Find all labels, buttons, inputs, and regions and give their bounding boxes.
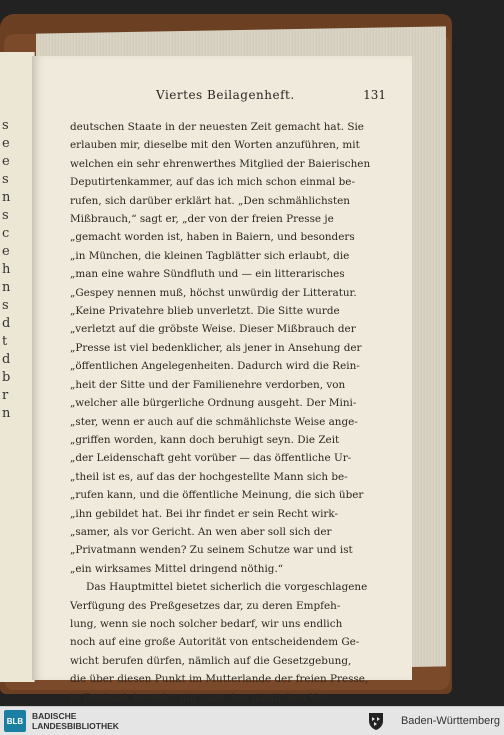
left-page-fragment: s — [2, 208, 9, 223]
left-page-fragment: t — [2, 334, 8, 349]
text-line: „Keine Privatehre blieb unverletzt. Die Sitte wurde — [70, 305, 340, 318]
text-line: Verfügung des Preßgesetzes dar, zu deren Empfeh- — [70, 599, 341, 612]
left-page-fragment: e — [2, 136, 10, 151]
library-name-line1: BADISCHE — [32, 711, 77, 721]
text-line: die über diesen Punkt im Mutterlande der freien Presse, — [70, 673, 369, 686]
left-page-fragment: s — [2, 172, 9, 187]
text-line: „ster, wenn er auch auf die schmählichste Weise ange- — [70, 415, 358, 428]
text-line: „griffen worden, kann doch beruhigt seyn. Die Zeit — [70, 433, 340, 446]
page-header — [64, 88, 394, 108]
text-line: „samer, als vor Gericht. An wen aber soll sich der — [70, 525, 332, 538]
left-page-fragment: n — [2, 190, 11, 205]
text-line: noch auf eine große Autorität von entscheidendem Ge- — [70, 636, 360, 649]
left-page-fragment: b — [2, 370, 11, 385]
book-page — [32, 56, 412, 704]
text-line: rufen, sich darüber erklärt hat. „Den schmählichsten — [70, 194, 350, 207]
coat-of-arms-icon — [366, 711, 386, 731]
text-line: „ein wirksames Mittel dringend nöthig.“ — [70, 562, 284, 575]
text-line: „rufen kann, und die öffentliche Meinung, die sich über — [70, 489, 364, 502]
text-line: Mißbrauch,“ sagt er, „der von der freien Presse je — [70, 213, 334, 226]
text-line: „welcher alle bürgerliche Ordnung ausgeht. Der Mini- — [70, 397, 357, 410]
text-line: in England, besteht, mit ganz den nämlichen Ver- — [70, 691, 331, 704]
text-line: „Gespey nennen muß, höchst unwürdig der Litteratur. — [70, 286, 357, 299]
text-line: „der Leidenschaft geht vorüber — das öffentliche Ur- — [70, 452, 352, 465]
text-line: erlauben mir, dieselbe mit den Worten anzuführen, mit — [70, 139, 360, 152]
left-page-fragment: d — [2, 352, 11, 367]
page-number: 131 — [363, 88, 386, 102]
left-page-fragment: e — [2, 244, 10, 259]
state-name[interactable]: Baden-Württemberg — [400, 715, 500, 727]
text-line: Das Hauptmittel bietet sicherlich die vorgeschlagene — [86, 581, 368, 594]
left-page-fragment: e — [2, 154, 10, 169]
text-line: deutschen Staate in der neuesten Zeit gemacht hat. Sie — [70, 121, 364, 133]
text-line: „Privatmann wenden? Zu seinem Schutze war und ist — [70, 544, 353, 557]
left-page-fragment: d — [2, 316, 11, 331]
footer-bar — [0, 706, 504, 735]
library-name[interactable] — [32, 711, 119, 731]
text-line: „heit der Sitte und der Familienehre verdorben, von — [70, 378, 346, 391]
left-page-fragment: c — [2, 226, 10, 241]
left-page-fragment: s — [2, 118, 9, 133]
library-name-line2: LANDESBIBLIOTHEK — [32, 721, 119, 731]
left-page-fragment: h — [2, 262, 11, 277]
blb-logo-icon[interactable]: BLB — [4, 710, 26, 732]
text-line: „in München, die kleinen Tagblätter sich erlaubt, die — [70, 249, 350, 262]
left-page-margin — [0, 52, 35, 682]
text-line: lung, wenn sie noch solcher bedarf, wir uns endlich — [70, 617, 343, 630]
text-line: „verletzt auf die gröbste Weise. Dieser Mißbrauch der — [70, 323, 356, 336]
text-line: „Presse ist viel bedenklicher, als jener in Ansehung der — [70, 341, 362, 354]
text-line: „öffentlichen Angelegenheiten. Dadurch wird die Rein- — [70, 360, 360, 373]
text-line: „ihn gebildet hat. Bei ihr findet er sein Recht wirk- — [70, 507, 339, 520]
running-title: Viertes Beilagenheft. — [156, 88, 295, 102]
left-page-fragment: n — [2, 280, 11, 295]
text-line: Deputirtenkammer, auf das ich mich schon einmal be- — [70, 176, 355, 189]
page-body-text — [70, 118, 394, 725]
text-line: wicht berufen dürfen, nämlich auf die Gesetzgebung, — [70, 654, 352, 667]
text-line: welchen ein sehr ehrenwerthes Mitglied der Baierischen — [70, 157, 371, 170]
left-page-fragment: r — [2, 388, 9, 403]
left-page-fragment: n — [2, 406, 11, 421]
text-line: „theil ist es, auf das der hochgestellte Mann sich be- — [70, 470, 348, 483]
text-line: „man eine wahre Sündfluth und — ein litterarisches — [70, 268, 345, 281]
text-line: „gemacht worden ist, haben in Baiern, und besonders — [70, 231, 355, 244]
left-page-fragment: s — [2, 298, 9, 313]
